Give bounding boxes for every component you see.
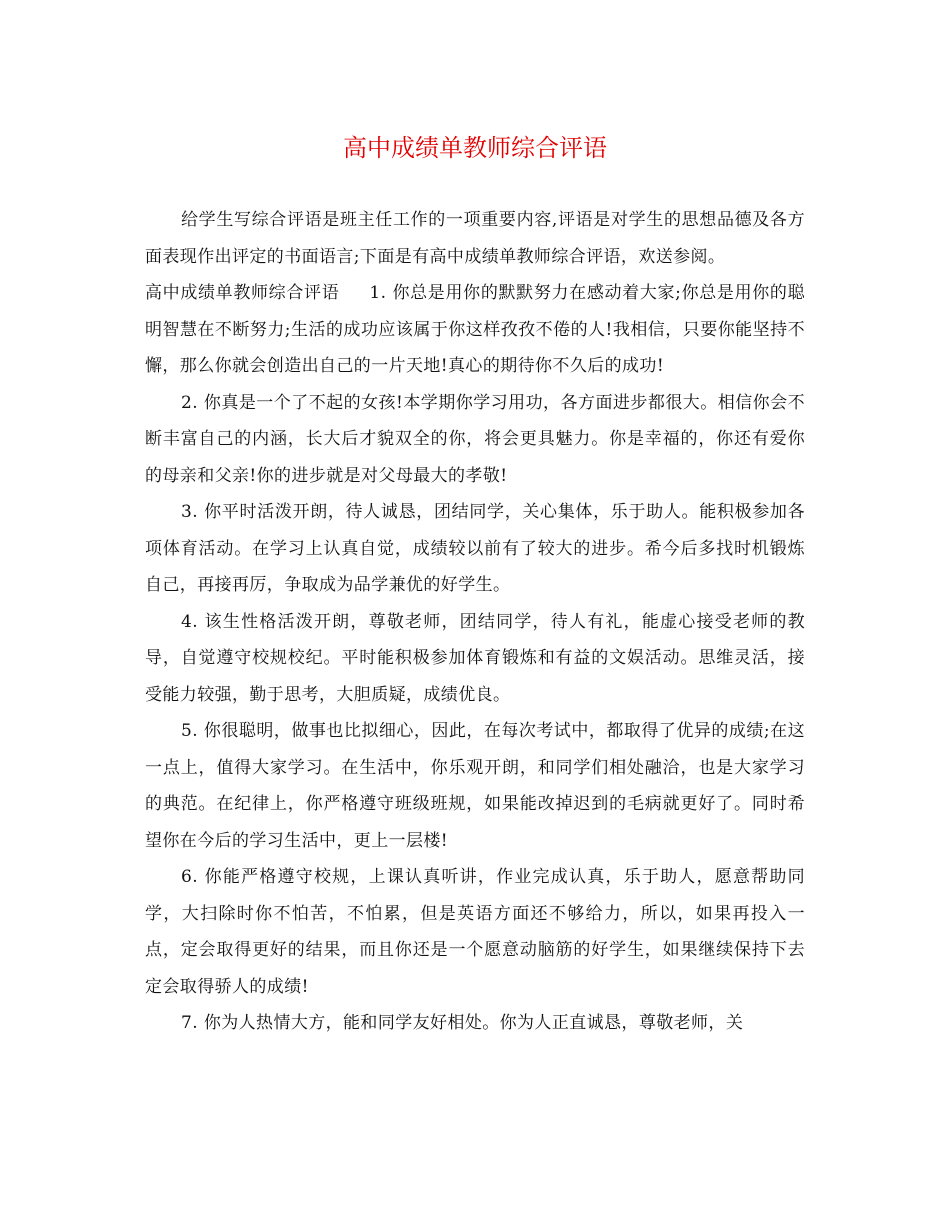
- intro-paragraph: 给学生写综合评语是班主任工作的一项重要内容,评语是对学生的思想品德及各方面表现作出评定的书面语言;下面是有高中成绩单教师综合评语，欢送参阅。: [145, 210, 805, 267]
- comment-paragraph-4: 4. 该生性格活泼开朗，尊敬老师，团结同学，待人有礼，能虚心接受老师的教导，自觉遵守校规校纪。平时能积极参加体育锻炼和有益的文娱活动。思维灵活，接受能力较强，勤于思考，大胆质疑，成绩优良。: [145, 611, 805, 705]
- section-label: 高中成绩单教师综合评语: [145, 283, 340, 303]
- comment-paragraph-7: 7. 你为人热情大方，能和同学友好相处。你为人正直诚恳，尊敬老师，关: [181, 1013, 744, 1033]
- comment-paragraph-1: [145, 275, 805, 385]
- document-body: [145, 202, 805, 1042]
- comment-paragraph-2: 2. 你真是一个了不起的女孩!本学期你学习用功，各方面进步都很大。相信你会不断丰富自己的内涵，长大后才貌双全的你，将会更具魅力。你是幸福的，你还有爱你的母亲和父亲!你的进步就是对父母最大的孝敬!: [145, 392, 805, 486]
- document-title: 高中成绩单教师综合评语: [343, 134, 607, 162]
- comment-text: 1. 你总是用你的默默努力在感动着大家;你总是用你的聪明智慧在不断努力;生活的成功应该属于你这样孜孜不倦的人!我相信，只要你能坚持不懈，那么你就会创造出自己的一片天地!真心的期待你不久后的成功!: [145, 283, 805, 376]
- comment-paragraph-5: 5. 你很聪明，做事也比拟细心，因此，在每次考试中，都取得了优异的成绩;在这一点上，值得大家学习。在生活中，你乐观开朗，和同学们相处融洽，也是大家学习的典范。在纪律上，你严格遵守班级班规，如果能改掉迟到的毛病就更好了。同时希望你在今后的学习生活中，更上一层楼!: [145, 721, 805, 851]
- comment-paragraph-3: 3. 你平时活泼开朗，待人诚恳，团结同学，关心集体，乐于助人。能积极参加各项体育活动。在学习上认真自觉，成绩较以前有了较大的进步。希今后多找时机锻炼自己，再接再厉，争取成为品学兼优的好学生。: [145, 502, 805, 595]
- comment-paragraph-6: 6. 你能严格遵守校规，上课认真听讲，作业完成认真，乐于助人，愿意帮助同学，大扫除时你不怕苦，不怕累，但是英语方面还不够给力，所以，如果再投入一点，定会取得更好的结果，而且你还是一个愿意动脑筋的好学生，如果继续保持下去定会取得骄人的成绩!: [145, 867, 805, 997]
